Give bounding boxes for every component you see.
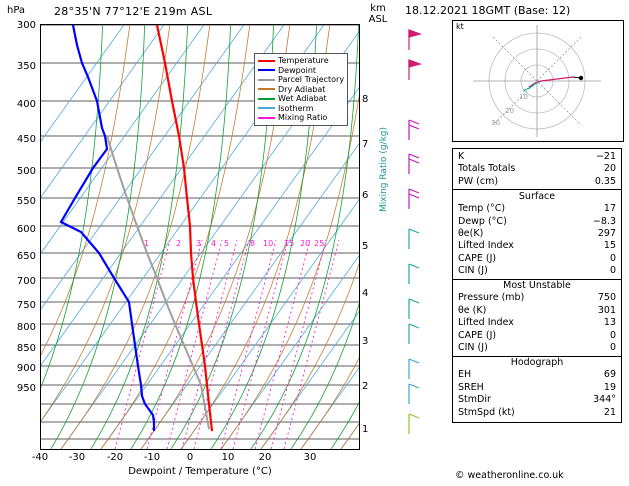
- index-key-pw: PW (cm): [458, 175, 499, 187]
- surface-value-temp: 17: [603, 203, 616, 215]
- xtick-0: 0: [186, 452, 194, 463]
- surface-value-thetae: 297: [597, 227, 616, 239]
- xtick-30: 30: [303, 452, 317, 463]
- xtick-minus10: -10: [143, 452, 161, 463]
- legend-item-parcel: [258, 75, 344, 85]
- hodograph-unit-label: kt: [456, 22, 464, 31]
- unstable-row-cape: [453, 330, 621, 342]
- surface-value-cape: 0: [609, 252, 616, 264]
- section-header-hodograph: Hodograph: [453, 356, 621, 370]
- legend-swatch-parcel: [258, 79, 275, 81]
- legend-swatch-isotherm: [258, 107, 275, 109]
- legend-label-dewpoint: Dewpoint: [278, 65, 317, 75]
- surface-value-dewp: −8.3: [592, 215, 616, 227]
- mixing-label-5: 5: [224, 239, 230, 248]
- mixing-label-20: 20: [300, 239, 311, 248]
- ytick-900: 900: [16, 363, 36, 374]
- xtick-minus20: -20: [106, 452, 124, 463]
- surface-key-cape: CAPE (J): [458, 252, 497, 264]
- legend-item-dewpoint: [258, 66, 344, 76]
- surface-key-thetae: θe(K): [458, 227, 484, 239]
- hodo-key-stmdir: StmDir: [458, 394, 491, 406]
- legend-swatch-dry-adiabat: [258, 88, 275, 90]
- ytick-350: 350: [16, 61, 36, 72]
- height-unit-label: [366, 3, 390, 25]
- surface-row-temp: [453, 203, 621, 215]
- copyright-notice: © weatheronline.co.uk: [455, 470, 564, 481]
- x-axis-title: Dewpoint / Temperature (°C): [128, 466, 272, 477]
- legend-label-wet-adiabat: Wet Adiabat: [278, 94, 327, 103]
- unstable-key-pressure: Pressure (mb): [458, 292, 525, 304]
- index-key-totals-totals: Totals Totals: [458, 163, 516, 175]
- surface-row-thetae: [453, 228, 621, 240]
- ytick-750: 750: [16, 300, 36, 311]
- run-title: 18.12.2021 18GMT (Base: 12): [405, 4, 571, 17]
- xtick-minus40: -40: [31, 452, 49, 463]
- legend-swatch-dewpoint: [258, 69, 275, 71]
- height-tick-2: 2: [362, 381, 369, 392]
- ytick-500: 500: [16, 166, 36, 177]
- unstable-row-pressure: [453, 292, 621, 304]
- surface-key-dewp: Dewp (°C): [458, 215, 507, 227]
- index-value-pw: 0.35: [594, 175, 616, 187]
- svg-text:30: 30: [491, 119, 500, 127]
- surface-key-temp: Temp (°C): [458, 203, 506, 215]
- xtick-minus30: -30: [68, 452, 86, 463]
- legend-swatch-mixing-ratio: [258, 117, 275, 119]
- unstable-value-pressure: 750: [597, 292, 616, 304]
- height-tick-8: 8: [362, 94, 369, 105]
- ytick-300: 300: [16, 20, 36, 31]
- ytick-400: 400: [16, 99, 36, 110]
- height-tick-4: 4: [362, 288, 369, 299]
- mixing-label-25: 25: [314, 239, 325, 248]
- height-unit-line1: km: [370, 3, 386, 14]
- height-unit-line2: ASL: [368, 14, 388, 25]
- unstable-row-cin: [453, 342, 621, 354]
- surface-key-lifted-index: Lifted Index: [458, 240, 514, 252]
- hodo-value-stmdir: 344°: [593, 394, 616, 406]
- surface-row-cape: [453, 253, 621, 265]
- legend-label-temperature: Temperature: [278, 56, 329, 65]
- index-value-k: −21: [595, 151, 616, 162]
- index-row-k: [453, 151, 621, 163]
- ytick-800: 800: [16, 322, 36, 333]
- ytick-550: 550: [16, 196, 36, 207]
- unstable-key-lifted-index: Lifted Index: [458, 317, 514, 329]
- xtick-10: 10: [221, 452, 235, 463]
- legend-swatch-wet-adiabat: [258, 98, 275, 100]
- legend-label-dry-adiabat: Dry Adiabat: [278, 84, 326, 94]
- unstable-value-thetae: 301: [597, 304, 616, 316]
- hodo-value-stmspd: 21: [603, 406, 616, 418]
- hodo-value-eh: 69: [603, 369, 616, 381]
- mixing-label-8: 8: [250, 239, 256, 248]
- pressure-unit-label: hPa: [7, 5, 26, 16]
- height-tick-3: 3: [362, 336, 369, 347]
- mixing-label-2: 2: [176, 239, 182, 248]
- legend-item-temperature: [258, 56, 344, 66]
- ytick-600: 600: [16, 224, 36, 235]
- xtick-20: 20: [258, 452, 272, 463]
- index-row-totals-totals: [453, 163, 621, 175]
- surface-value-lifted-index: 15: [603, 240, 616, 252]
- unstable-value-cape: 0: [609, 329, 616, 341]
- hodo-key-sreh: SREH: [458, 381, 484, 393]
- legend-label-isotherm: Isotherm: [278, 103, 314, 113]
- section-header-surface: Surface: [453, 189, 621, 203]
- surface-row-lifted-index: [453, 240, 621, 252]
- height-tick-6: 6: [362, 190, 369, 201]
- index-row-pw: [453, 176, 621, 188]
- mixing-ratio-axis-label: Mixing Ratio (g/kg): [379, 126, 389, 212]
- svg-text:10: 10: [519, 93, 528, 101]
- unstable-key-cape: CAPE (J): [458, 329, 497, 341]
- ytick-850: 850: [16, 343, 36, 354]
- unstable-value-lifted-index: 13: [603, 317, 616, 329]
- ytick-450: 450: [16, 134, 36, 145]
- mixing-label-4: 4: [211, 239, 217, 248]
- unstable-key-cin: CIN (J): [458, 342, 488, 354]
- svg-text:20: 20: [505, 107, 514, 115]
- hodo-row-stmdir: [453, 394, 621, 406]
- surface-row-cin: [453, 265, 621, 277]
- station-title: 28°35'N 77°12'E 219m ASL: [54, 5, 213, 18]
- chart-legend: [254, 53, 348, 126]
- ytick-700: 700: [16, 276, 36, 287]
- height-tick-7: 7: [362, 139, 369, 150]
- legend-item-dry-adiabat: [258, 85, 344, 95]
- mixing-label-10: 10: [263, 239, 274, 248]
- unstable-row-thetae: [453, 305, 621, 317]
- legend-label-parcel: Parcel Trajectory: [278, 75, 345, 84]
- section-header-most-unstable: Most Unstable: [453, 279, 621, 293]
- legend-swatch-temperature: [258, 60, 275, 62]
- hodo-value-sreh: 19: [603, 381, 616, 393]
- hodo-row-stmspd: [453, 407, 621, 419]
- legend-item-wet-adiabat: [258, 94, 344, 104]
- ytick-950: 950: [16, 383, 36, 394]
- skewt-plot-area[interactable]: [40, 24, 360, 450]
- info-panel: [400, 0, 629, 486]
- mixing-label-3: 3: [196, 239, 202, 248]
- hodograph[interactable]: [452, 20, 624, 142]
- unstable-value-cin: 0: [609, 342, 616, 354]
- legend-item-mixing-ratio: [258, 113, 344, 123]
- surface-value-cin: 0: [609, 265, 616, 277]
- index-key-k: K: [458, 151, 465, 162]
- mixing-label-1: 1: [144, 239, 150, 248]
- surface-key-cin: CIN (J): [458, 265, 488, 277]
- hodo-key-eh: EH: [458, 369, 472, 381]
- surface-row-dewp: [453, 216, 621, 228]
- legend-item-isotherm: [258, 104, 344, 114]
- indices-table: [452, 148, 622, 423]
- legend-label-mixing-ratio: Mixing Ratio: [278, 113, 328, 122]
- hodo-key-stmspd: StmSpd (kt): [458, 406, 515, 418]
- height-tick-5: 5: [362, 241, 369, 252]
- index-value-totals-totals: 20: [603, 163, 616, 175]
- hodo-row-eh: [453, 369, 621, 381]
- hodo-row-sreh: [453, 382, 621, 394]
- unstable-key-thetae: θe (K): [458, 304, 487, 316]
- unstable-row-lifted-index: [453, 317, 621, 329]
- ytick-650: 650: [16, 251, 36, 262]
- mixing-label-15: 15: [284, 239, 295, 248]
- height-tick-1: 1: [362, 424, 369, 435]
